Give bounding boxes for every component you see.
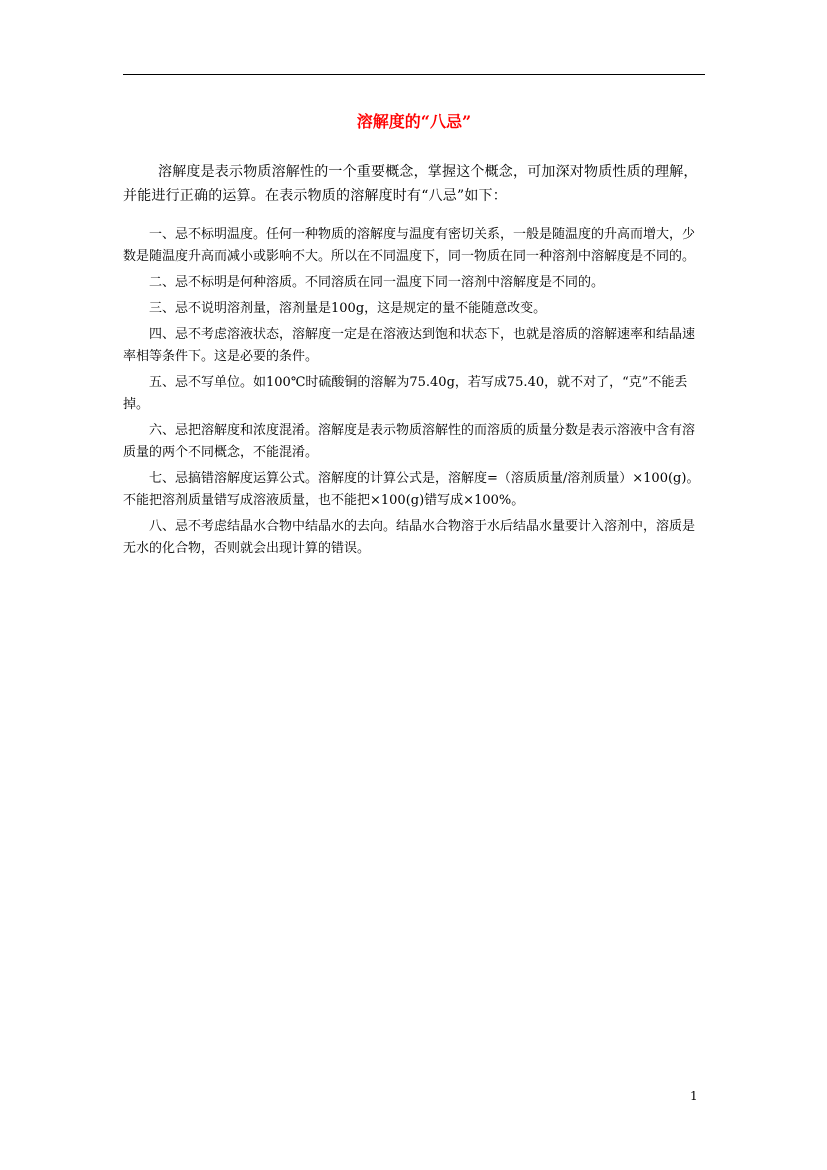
rule-item-1: 一、忌不标明温度。任何一种物质的溶解度与温度有密切关系，一般是随温度的升高而增大，少数是随温度升高而减小或影响不大。所以在不同温度下，同一物质在同一种溶剂中溶解度是不同的。 xyxy=(123,227,696,264)
rule-item-6: 六、忌把溶解度和浓度混淆。溶解度是表示物质溶解性的而溶质的质量分数是表示溶液中含有溶质量的两个不同概念，不能混淆。 xyxy=(123,423,696,460)
rule-item-4: 四、忌不考虑溶液状态，溶解度一定是在溶液达到饱和状态下，也就是溶质的溶解速率和结晶速率相等条件下。这是必要的条件。 xyxy=(123,327,696,364)
rules-list xyxy=(123,224,705,564)
document-title: 溶解度的“八忌” xyxy=(356,112,472,131)
intro-paragraph: 溶解度是表示物质溶解性的一个重要概念，掌握这个概念，可加深对物质性质的理解，并能进行正确的运算。在表示物质的溶解度时有“八忌”如下： xyxy=(123,164,698,204)
rule-item-2: 二、忌不标明是何种溶质。不同溶质在同一温度下同一溶剂中溶解度是不同的。 xyxy=(149,275,605,290)
rule-item-7: 七、忌搞错溶解度运算公式。溶解度的计算公式是，溶解度=（溶质质量/溶剂质量）×100(g)。不能把溶剂质量错写成溶液质量，也不能把×100(g)错写成×100%。 xyxy=(123,471,700,508)
rule-item-8: 八、忌不考虑结晶水合物中结晶水的去向。结晶水合物溶于水后结晶水量要计入溶剂中，溶质是无水的化合物，否则就会出现计算的错误。 xyxy=(123,519,696,556)
page-number: 1 xyxy=(690,1089,698,1103)
rule-item-5: 五、忌不写单位。如100℃时硫酸铜的溶解为75.40g，若写成75.40，就不对了，“克”不能丢掉。 xyxy=(123,375,688,412)
rule-item-3: 三、忌不说明溶剂量，溶剂量是100g，这是规定的量不能随意改变。 xyxy=(149,301,547,316)
header-rule xyxy=(123,74,705,75)
